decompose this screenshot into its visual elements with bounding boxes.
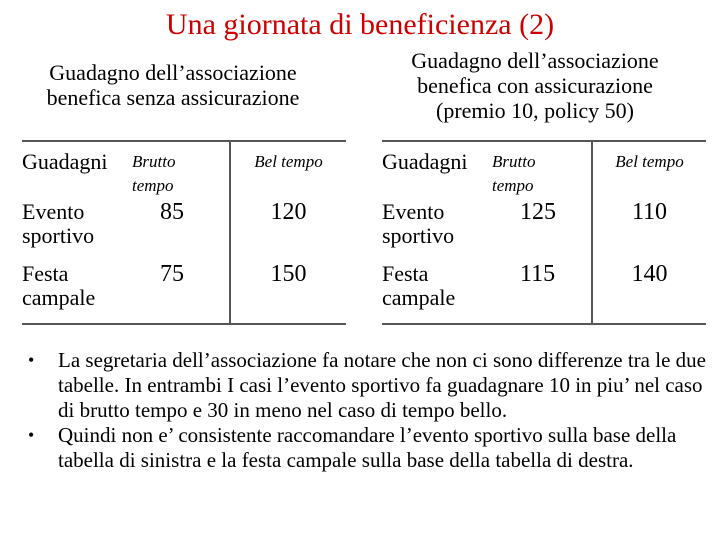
bullet-list [28,348,708,473]
header-row-label: Guadagni [22,149,108,174]
bullet-text: Quindi non e’ consistente raccomandare l’evento sportivo sulla base della tabella di sinistra e la festa campale sulla base della tabella di destra. [58,423,677,472]
table-row [382,198,706,260]
row-label-line-1: Festa [382,261,429,286]
right-payoff-table [382,140,706,325]
bullet-marker: • [28,350,35,370]
cell-bel: 110 [631,199,668,225]
bullet-text: La segretaria dell’associazione fa notare che non ci sono differenze tra le due tabelle. In entrambi I casi l’evento sportivo fa guadagnare 10 in piu’ nel caso di brutto tempo e 30 in meno nel caso di tempo bello. [58,348,706,422]
header-row-label: Guadagni [382,149,468,174]
cell-brutto: 85 [132,198,230,260]
list-item [28,423,708,473]
row-label [22,198,132,260]
row-label-line-2: campale [382,285,456,310]
table-row [382,260,706,324]
list-item [28,348,708,423]
cell-brutto: 115 [492,260,592,324]
row-label-line-1: Evento [382,199,445,224]
row-label [382,198,492,260]
cell-bel: 120 [270,199,307,225]
right-table-caption [370,48,700,123]
header-brutto-tempo [132,141,230,198]
cell-bel: 150 [270,261,307,287]
cell-brutto: 75 [132,260,230,324]
row-label [382,260,492,324]
table-header-row [382,141,706,198]
right-caption-line-2: benefica con assicurazione [417,73,653,98]
slide-title: Una giornata di beneficienza (2) [165,8,555,41]
left-caption-line-2: benefica senza assicurazione [46,85,300,110]
row-label-line-2: sportivo [382,223,455,248]
header-brutto-line-2: tempo [492,176,534,195]
row-label-line-2: sportivo [22,223,95,248]
header-brutto-line-1: Brutto [132,152,176,171]
header-bel-tempo: Bel tempo [615,152,684,171]
left-table-caption [18,60,328,110]
row-label [22,260,132,324]
header-brutto-line-1: Brutto [492,152,536,171]
left-payoff-table [22,140,346,325]
table-header-row [22,141,346,198]
header-bel-tempo: Bel tempo [254,152,323,171]
header-brutto-line-2: tempo [132,176,174,195]
cell-bel: 140 [631,261,668,287]
row-label-line-1: Evento [22,199,85,224]
header-brutto-tempo [492,141,592,198]
table-row [22,260,346,324]
left-caption-line-1: Guadagno dell’associazione [49,60,297,85]
bullet-marker: • [28,425,35,445]
row-label-line-2: campale [22,285,96,310]
row-label-line-1: Festa [22,261,69,286]
table-row [22,198,346,260]
right-caption-line-3: (premio 10, policy 50) [436,98,634,123]
right-caption-line-1: Guadagno dell’associazione [411,48,659,73]
cell-brutto: 125 [492,198,592,260]
